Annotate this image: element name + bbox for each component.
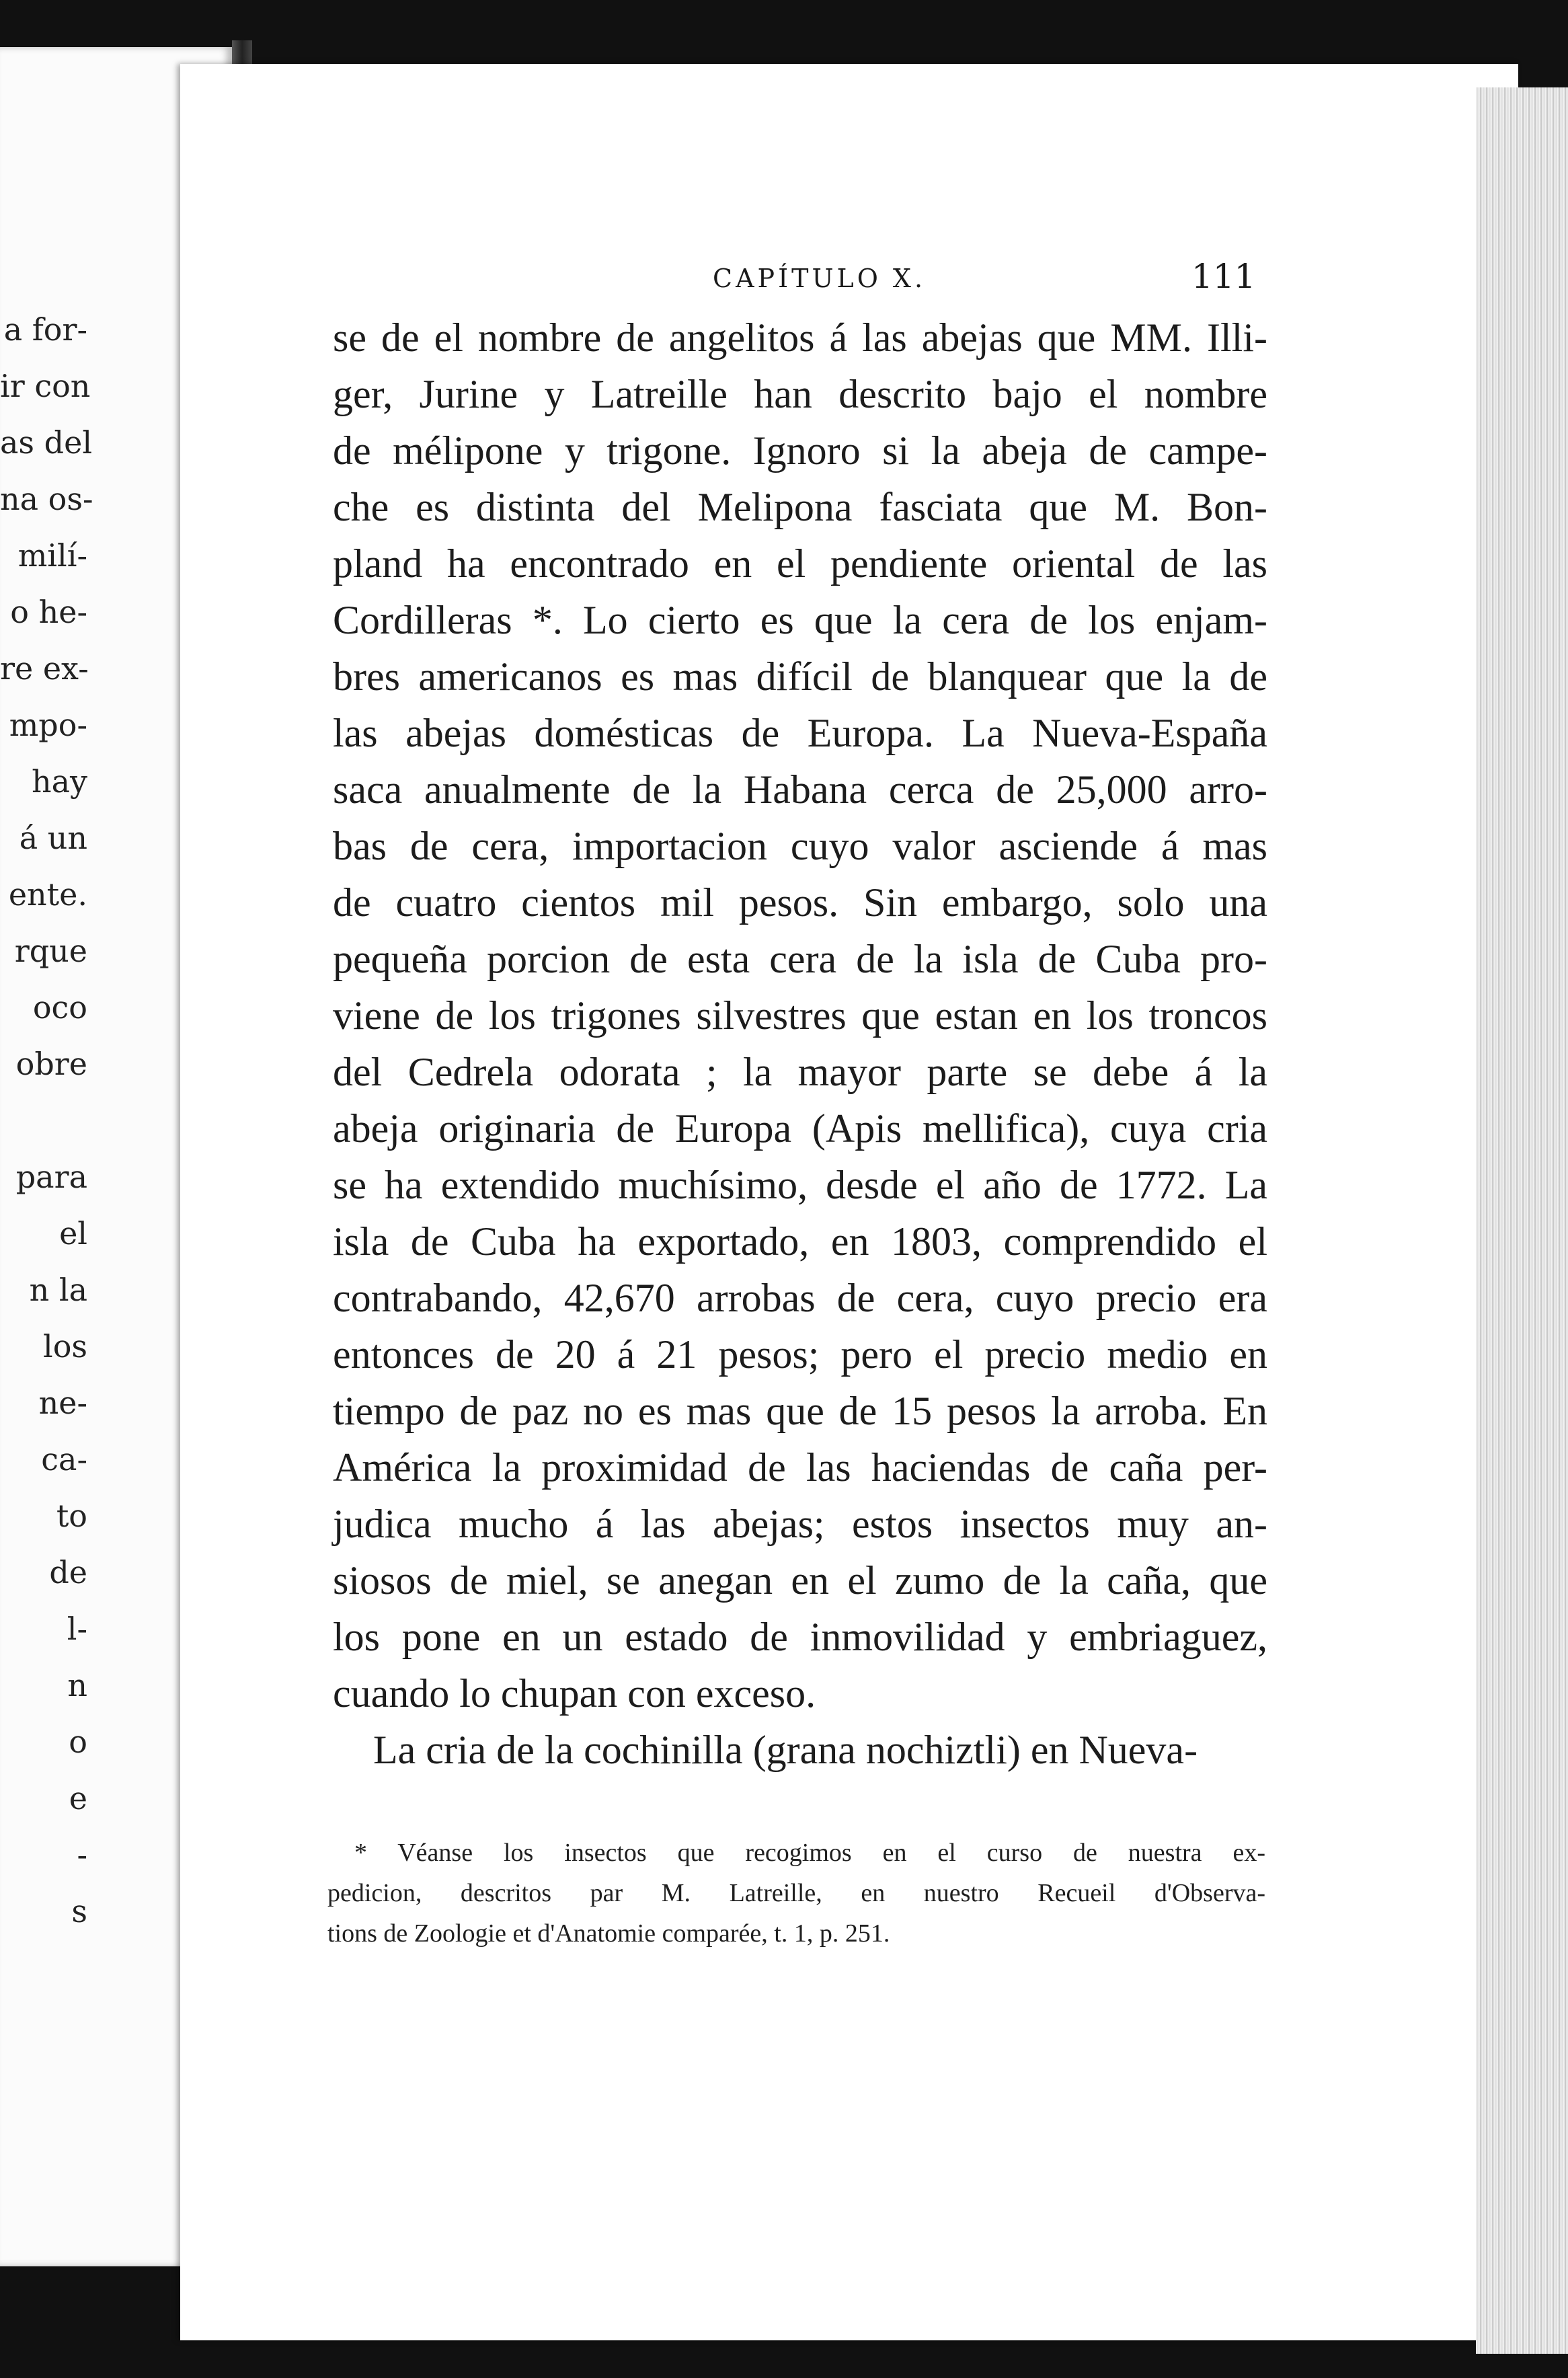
text-line: se ha extendido muchísimo, desde el año de 1772. La bbox=[333, 1163, 1267, 1207]
left-line: a for- bbox=[3, 311, 87, 348]
left-line: milí- bbox=[17, 537, 87, 574]
text-line: saca anualmente de la Habana cerca de 25,000 arro- bbox=[333, 767, 1267, 812]
text-line: che es distinta del Melipona fasciata que M. Bon- bbox=[333, 485, 1267, 529]
text-line: ger, Jurine y Latreille han descrito bajo el nombre bbox=[333, 372, 1267, 416]
footnote-line: * Véanse los insectos que recogimos en el curso de nuestra ex- bbox=[354, 1839, 1265, 1867]
text-line: judica mucho á las abejas; estos insectos muy an- bbox=[333, 1502, 1267, 1546]
footnote bbox=[327, 1833, 1265, 1954]
text-line: Cordilleras *. Lo cierto es que la cera de los enjam- bbox=[333, 598, 1267, 642]
text-line: entonces de 20 á 21 pesos; pero el precio medio en bbox=[333, 1332, 1267, 1377]
running-head: CAPÍTULO X. bbox=[713, 264, 927, 293]
footnote-line: tions de Zoologie et d'Anatomie comparée, t. 1, p. 251. bbox=[327, 1919, 890, 1948]
text-line: del Cedrela odorata ; la mayor parte se debe á la bbox=[333, 1050, 1267, 1094]
left-line: ne- bbox=[38, 1385, 87, 1421]
left-line: de bbox=[49, 1554, 87, 1590]
left-line: re ex- bbox=[0, 650, 89, 687]
text-line: las abejas domésticas de Europa. La Nueva-España bbox=[333, 711, 1267, 755]
text-line: bres americanos es mas difícil de blanquear que la de bbox=[333, 654, 1267, 699]
text-line: pequeña porcion de esta cera de la isla de Cuba pro- bbox=[333, 937, 1267, 981]
left-page-text bbox=[0, 301, 93, 1940]
left-line: para bbox=[15, 1159, 87, 1195]
text-line: bas de cera, importacion cuyo valor asciende á mas bbox=[333, 824, 1267, 868]
page-number: 111 bbox=[1191, 257, 1256, 296]
left-line: obre bbox=[15, 1046, 87, 1082]
text-line: los pone en un estado de inmovilidad y embriaguez, bbox=[333, 1615, 1267, 1659]
left-line: el bbox=[59, 1215, 87, 1252]
text-line: siosos de miel, se anegan en el zumo de la caña, que bbox=[333, 1558, 1267, 1603]
left-line: hay bbox=[31, 763, 87, 800]
left-line: n la bbox=[29, 1272, 87, 1308]
left-line: - bbox=[77, 1837, 87, 1873]
text-line: abeja originaria de Europa (Apis mellifica), cuya cria bbox=[333, 1106, 1267, 1151]
page-block-edge bbox=[1476, 87, 1568, 2354]
text-line: de cuatro cientos mil pesos. Sin embargo, solo una bbox=[333, 880, 1267, 925]
text-line: isla de Cuba ha exportado, en 1803, comprendido el bbox=[333, 1219, 1267, 1264]
left-line: na os- bbox=[0, 481, 93, 517]
left-line: oco bbox=[32, 989, 87, 1026]
left-line: los bbox=[42, 1328, 87, 1365]
footnote-line: pedicion, descritos par M. Latreille, en nuestro Recueil d'Observa- bbox=[327, 1879, 1265, 1907]
left-line: n bbox=[67, 1667, 87, 1703]
left-line: o bbox=[69, 1724, 87, 1760]
text-line: América la proximidad de las haciendas de caña per- bbox=[333, 1445, 1267, 1490]
text-line: tiempo de paz no es mas que de 15 pesos la arroba. En bbox=[333, 1389, 1267, 1433]
paragraph-start-line: La cria de la cochinilla (grana nochiztli) en Nueva- bbox=[373, 1728, 1198, 1772]
left-line: o he- bbox=[10, 594, 87, 630]
text-line: viene de los trigones silvestres que estan en los troncos bbox=[333, 993, 1267, 1038]
text-line: cuando lo chupan con exceso. bbox=[333, 1671, 816, 1716]
text-line: contrabando, 42,670 arrobas de cera, cuyo precio era bbox=[333, 1276, 1267, 1320]
left-line: ca- bbox=[41, 1441, 87, 1478]
left-line: s bbox=[71, 1893, 87, 1929]
left-line-gap bbox=[0, 1092, 87, 1149]
left-line: rque bbox=[14, 933, 87, 969]
body-text bbox=[333, 309, 1267, 1778]
left-line: to bbox=[56, 1498, 87, 1534]
left-line: ente. bbox=[8, 876, 87, 913]
left-line: á un bbox=[19, 820, 87, 856]
text-line: pland ha encontrado en el pendiente oriental de las bbox=[333, 541, 1267, 586]
text-line: se de el nombre de angelitos á las abejas que MM. Illi- bbox=[333, 315, 1267, 360]
left-line: e bbox=[69, 1780, 87, 1816]
left-line: l- bbox=[67, 1611, 87, 1647]
left-line: mpo- bbox=[9, 707, 87, 743]
left-line: as del bbox=[0, 424, 93, 461]
left-line: ir con bbox=[0, 368, 91, 404]
text-line: de mélipone y trigone. Ignoro si la abeja de campe- bbox=[333, 428, 1267, 473]
